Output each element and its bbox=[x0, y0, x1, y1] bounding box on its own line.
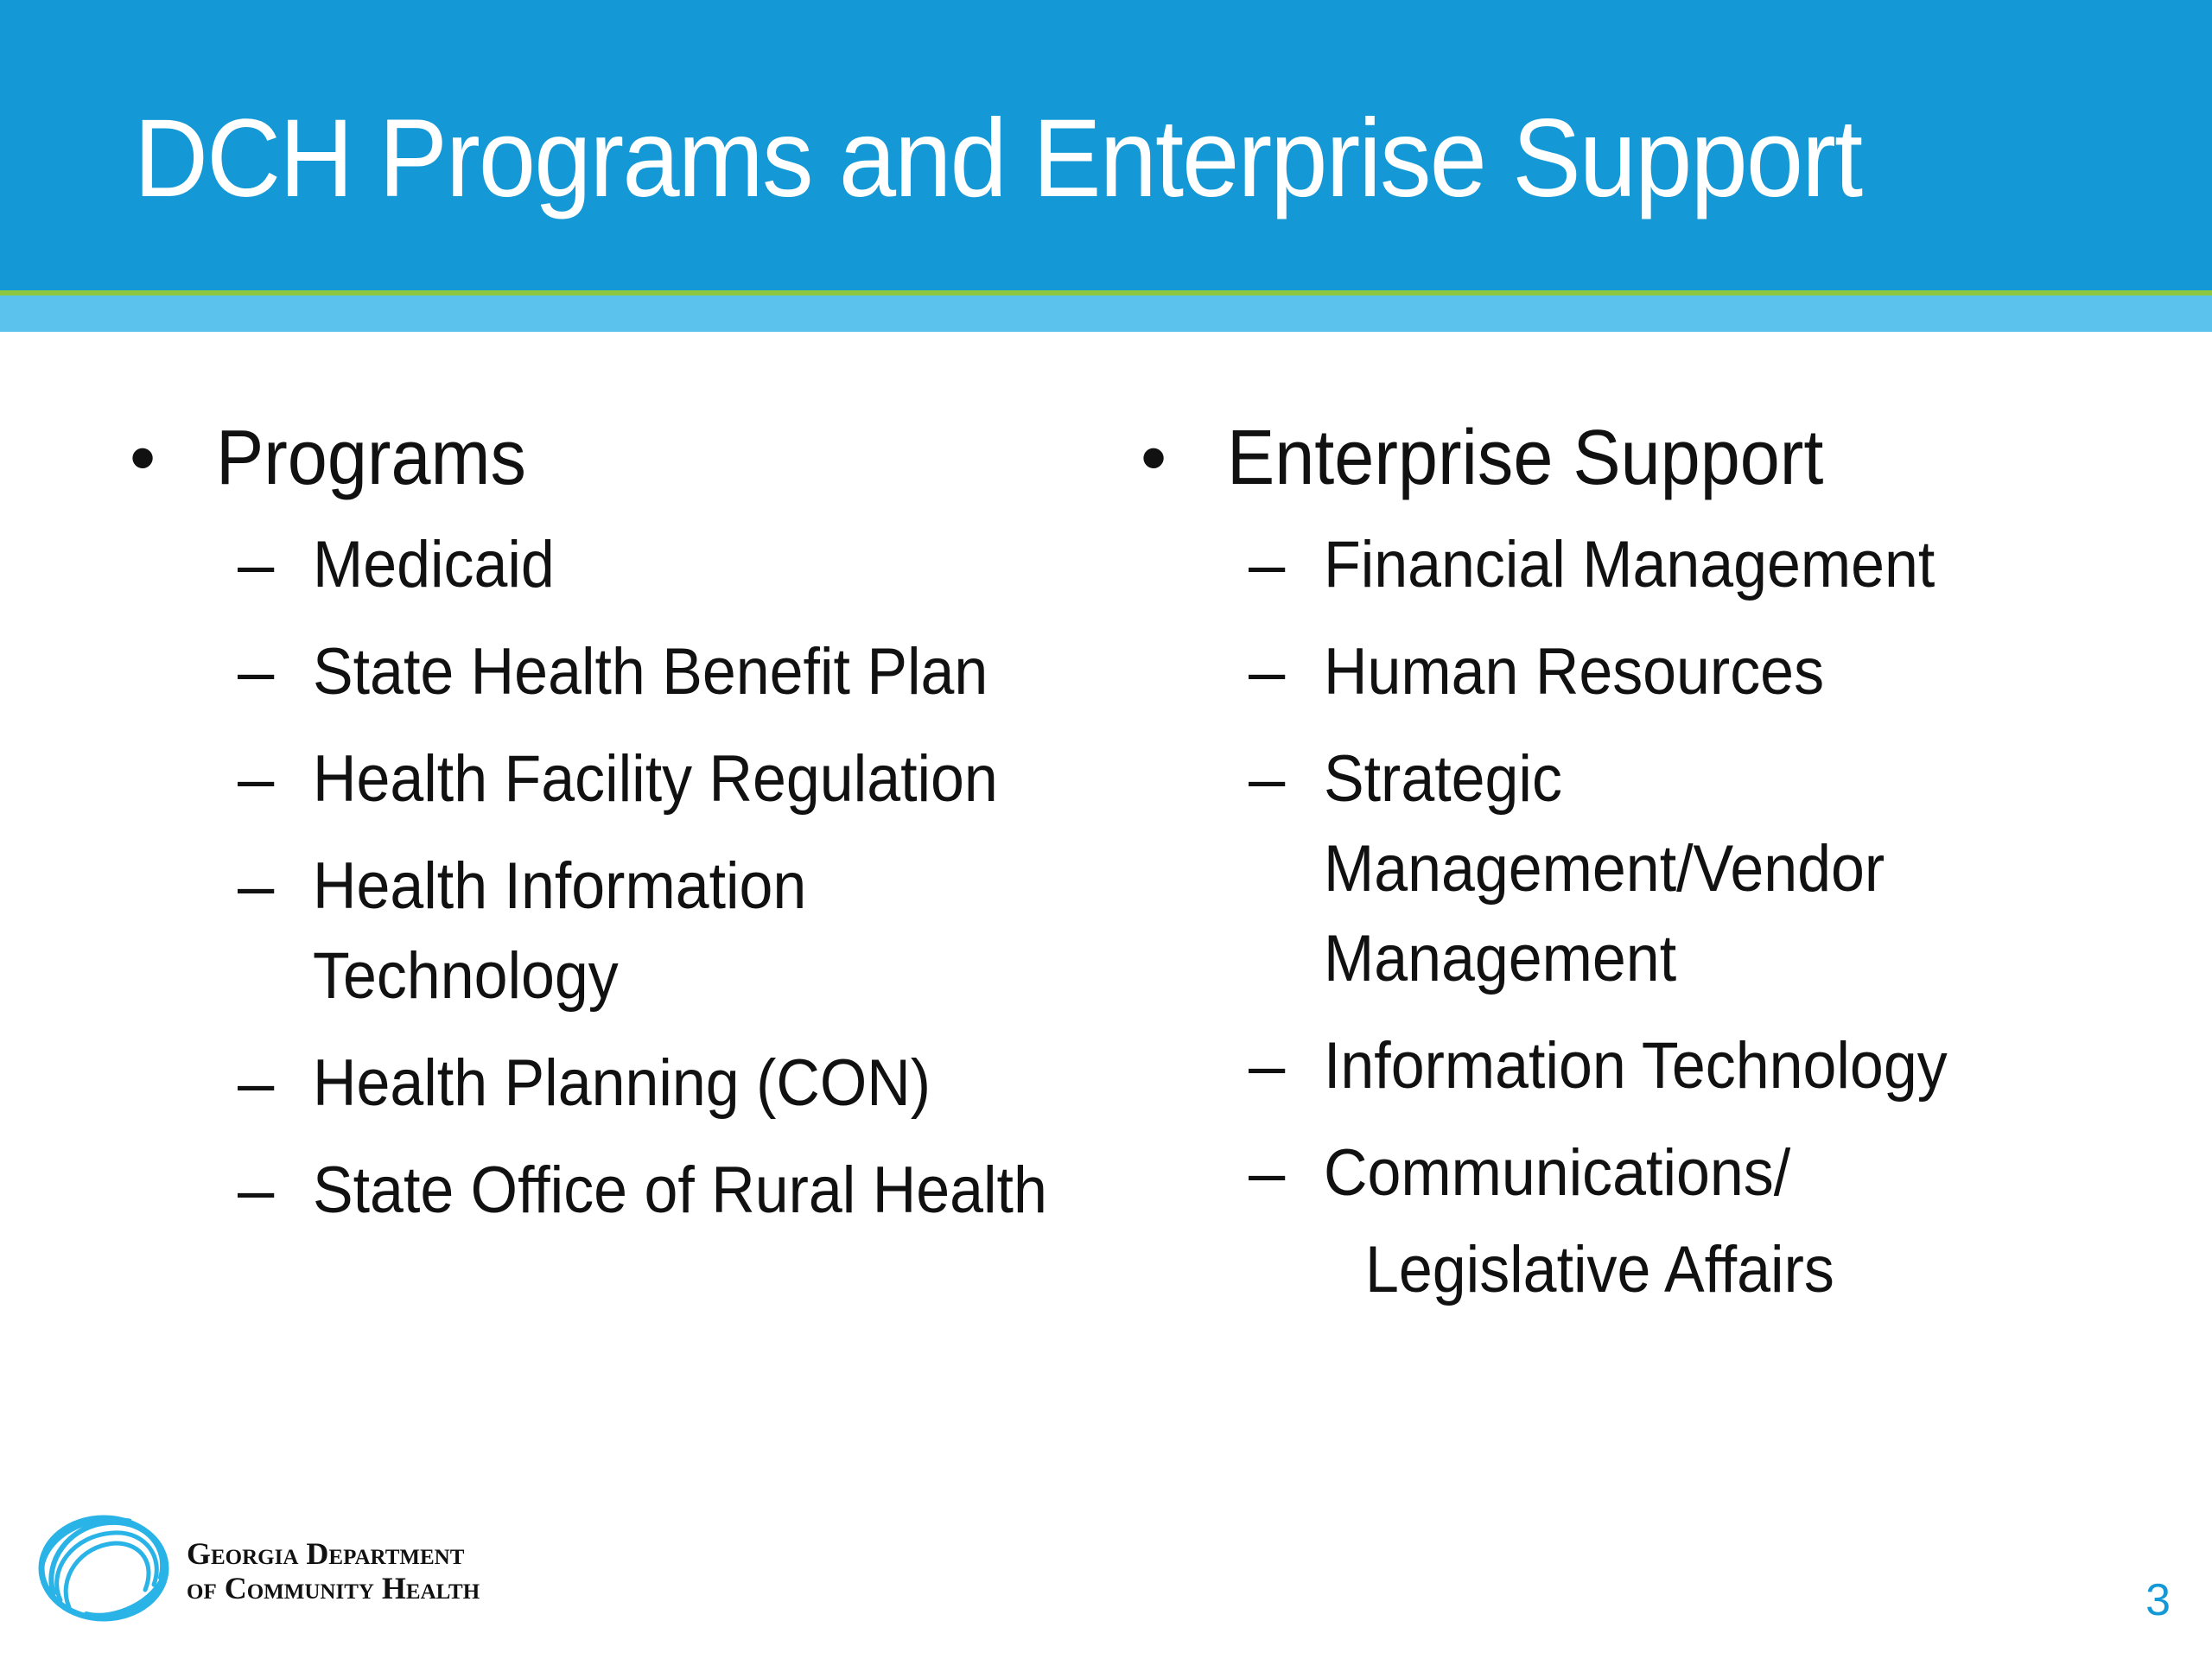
list-item bbox=[130, 1146, 1123, 1236]
accent-band bbox=[0, 296, 2212, 332]
dash-icon: – bbox=[1249, 635, 1286, 709]
slide-header bbox=[0, 0, 2212, 290]
organization-name-line1: Georgia Department bbox=[187, 1536, 465, 1571]
enterprise-support-bullet bbox=[1141, 406, 2177, 510]
programs-heading: Programs bbox=[216, 415, 526, 501]
list-item-text: Management/Vendor bbox=[1324, 832, 1885, 906]
enterprise-support-heading: Enterprise Support bbox=[1227, 415, 1824, 501]
dash-icon: – bbox=[238, 742, 275, 816]
dash-icon: – bbox=[1249, 528, 1286, 601]
programs-column bbox=[130, 406, 1123, 1253]
enterprise-support-column bbox=[1141, 406, 2177, 1332]
list-item bbox=[130, 520, 1123, 610]
list-item-text: State Health Benefit Plan bbox=[313, 635, 988, 709]
list-item-text: Strategic bbox=[1324, 742, 1562, 816]
programs-bullet bbox=[130, 406, 1123, 510]
list-item bbox=[130, 842, 1123, 1021]
list-item bbox=[1141, 1128, 2177, 1315]
list-item-text: Communications/ bbox=[1324, 1136, 1791, 1210]
bullet-dot-icon: • bbox=[130, 416, 156, 499]
list-item bbox=[1141, 520, 2177, 610]
list-item bbox=[1141, 627, 2177, 717]
list-item-text: Financial Management bbox=[1324, 528, 1936, 601]
list-item-text: Health Planning (CON) bbox=[313, 1046, 931, 1120]
bullet-dot-icon: • bbox=[1141, 416, 1167, 499]
georgia-dch-logo-icon bbox=[35, 1510, 173, 1626]
list-item-text: State Office of Rural Health bbox=[313, 1154, 1047, 1227]
organization-name-line2: of Community Health bbox=[187, 1571, 480, 1605]
slide-title: DCH Programs and Enterprise Support bbox=[134, 97, 1862, 220]
list-item-text: Information Technology bbox=[1324, 1029, 1948, 1103]
page-number: 3 bbox=[2145, 1575, 2171, 1625]
dash-icon: – bbox=[238, 528, 275, 601]
list-item-continuation: Legislative Affairs bbox=[1365, 1233, 1834, 1306]
list-item-text: Health Facility Regulation bbox=[313, 742, 998, 816]
dash-icon: – bbox=[238, 1046, 275, 1120]
dash-icon: – bbox=[238, 849, 275, 923]
dash-icon: – bbox=[238, 1154, 275, 1227]
list-item bbox=[130, 1039, 1123, 1128]
list-item-text: Medicaid bbox=[313, 528, 555, 601]
list-item-text: Management bbox=[1324, 922, 1677, 995]
list-item-text: Health Information bbox=[313, 849, 807, 923]
list-item bbox=[130, 627, 1123, 717]
enterprise-support-list bbox=[1141, 520, 2177, 1315]
programs-list bbox=[130, 520, 1123, 1236]
list-item-text: Technology bbox=[313, 939, 619, 1013]
dash-icon: – bbox=[238, 635, 275, 709]
list-item bbox=[1141, 1021, 2177, 1111]
dash-icon: – bbox=[1249, 1136, 1286, 1210]
list-item bbox=[1141, 734, 2177, 1004]
dash-icon: – bbox=[1249, 1029, 1286, 1103]
dash-icon: – bbox=[1249, 742, 1286, 816]
list-item bbox=[130, 734, 1123, 824]
organization-name bbox=[187, 1536, 480, 1605]
list-item-text: Human Resources bbox=[1324, 635, 1825, 709]
